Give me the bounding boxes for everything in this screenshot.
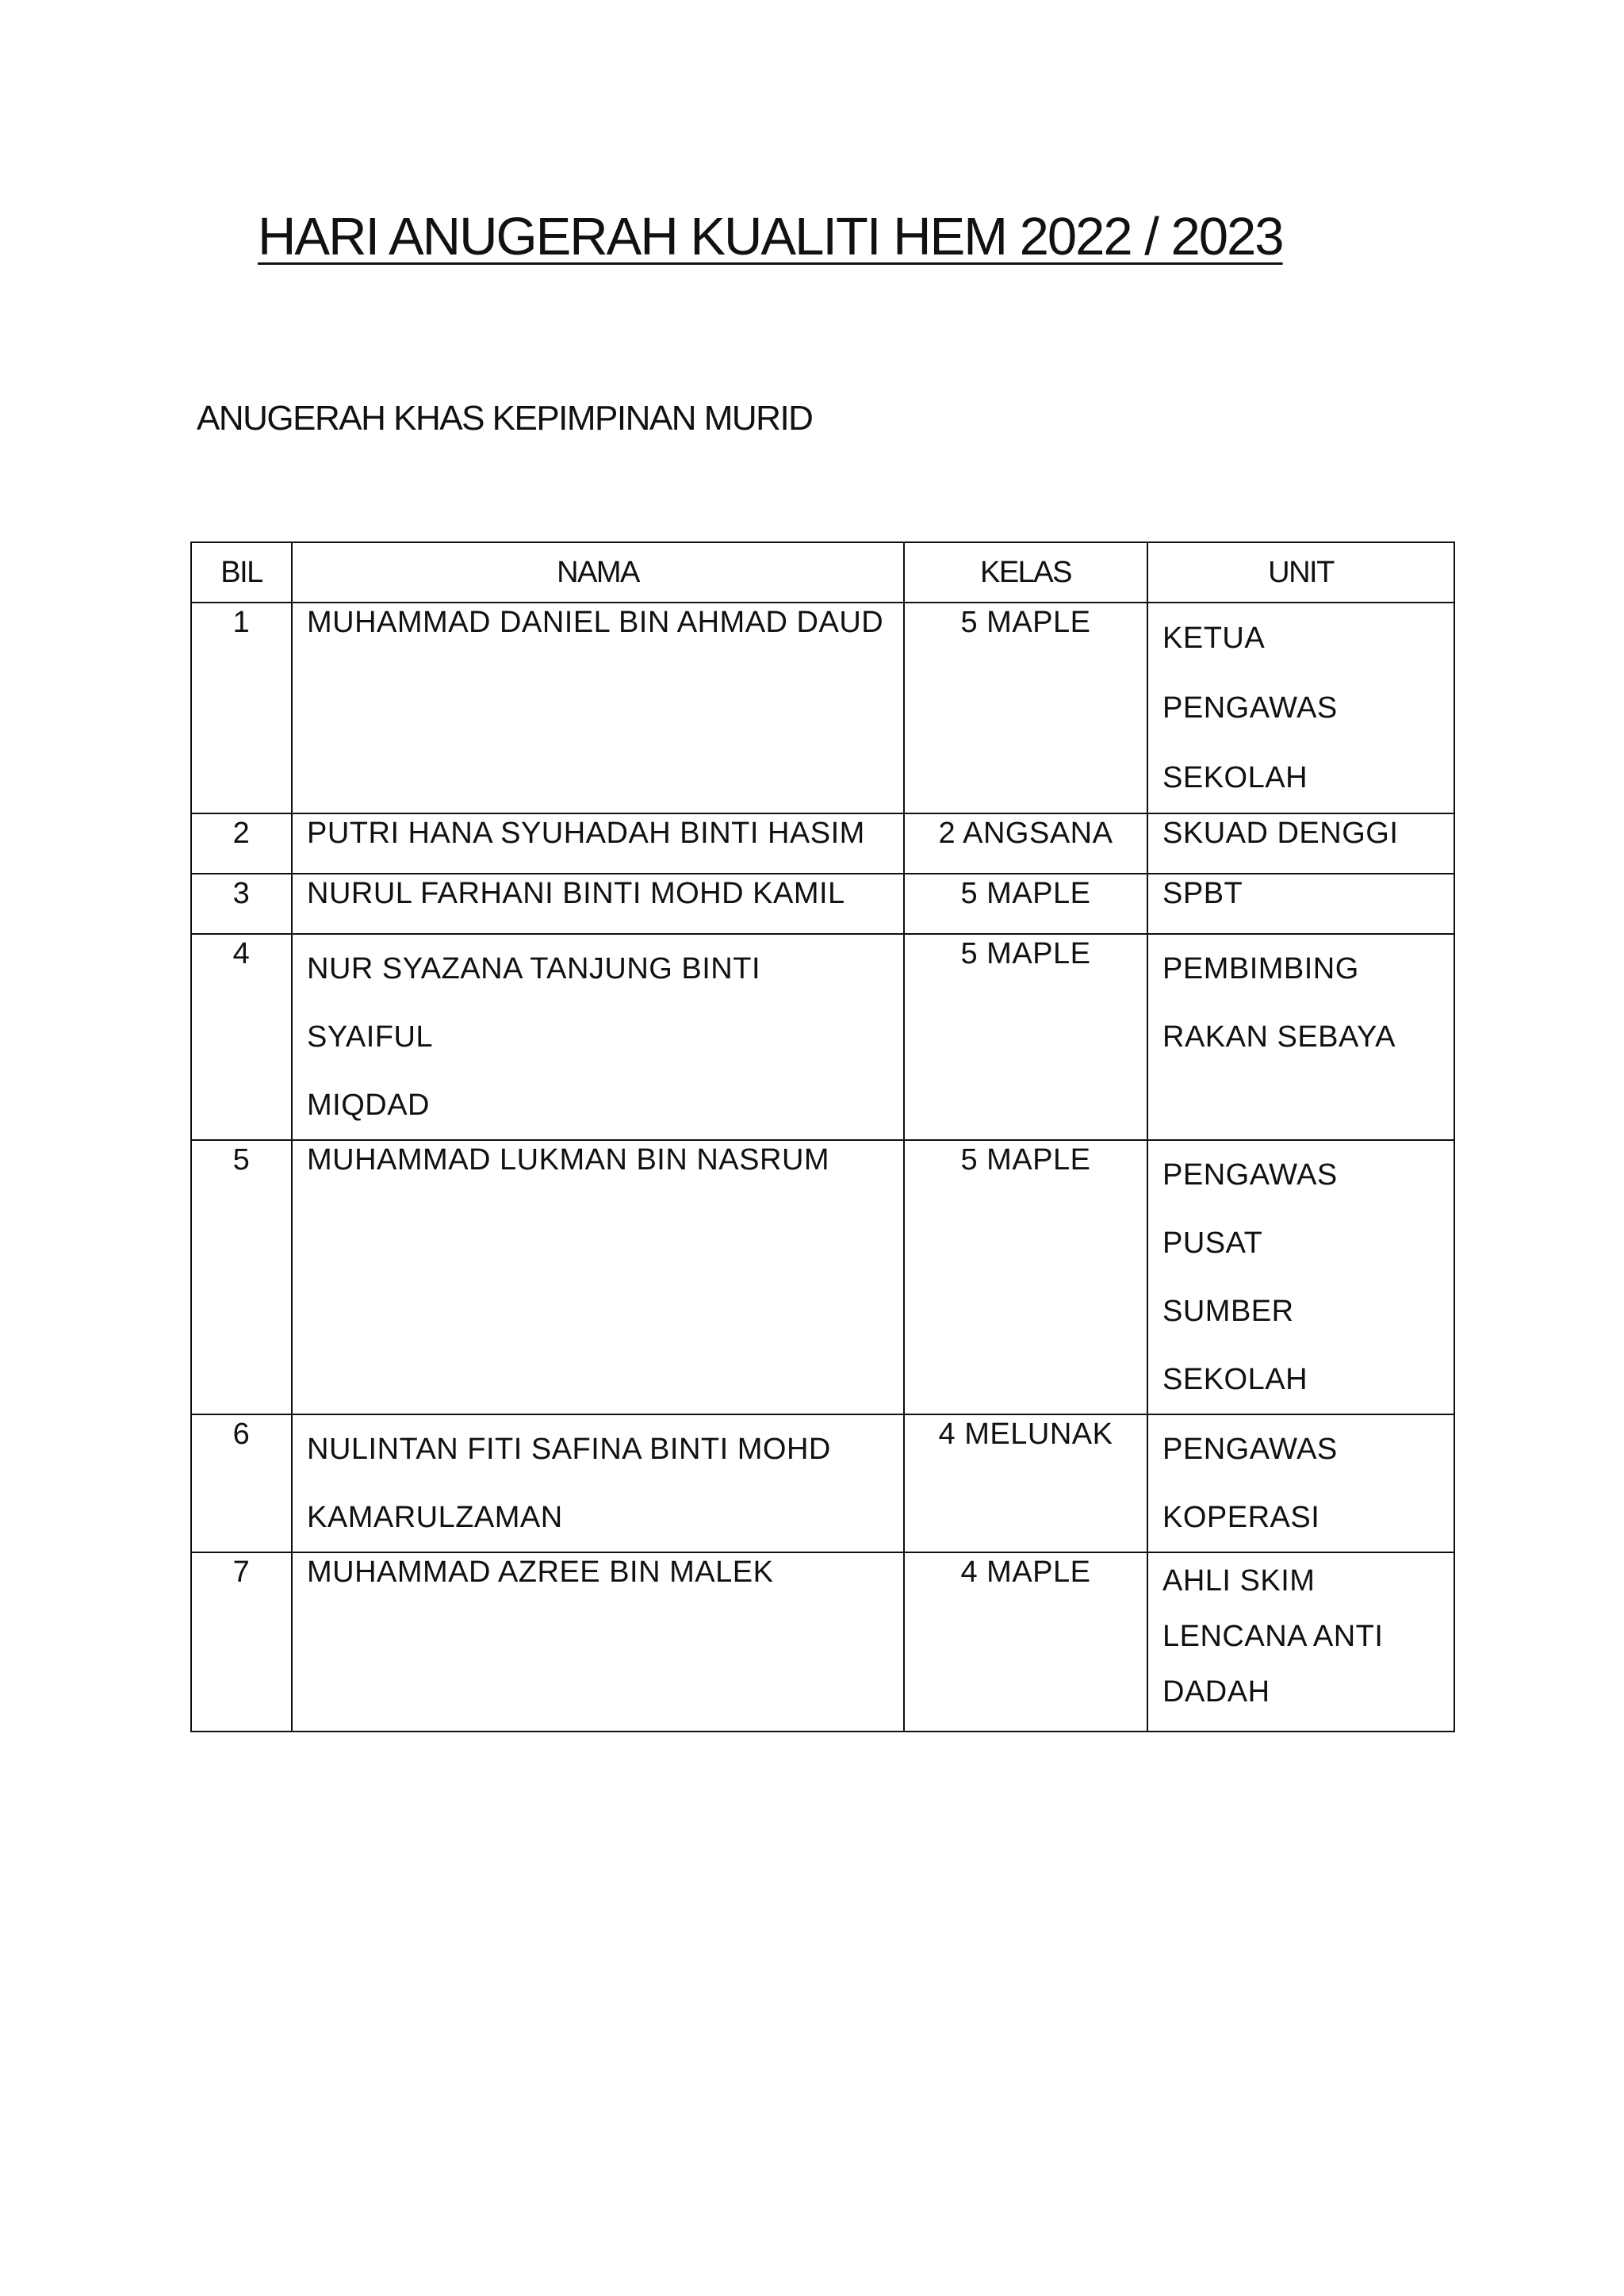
cell-bil: 2 [191, 813, 292, 874]
cell-nama: NUR SYAZANA TANJUNG BINTI SYAIFUL MIQDAD [292, 934, 904, 1140]
cell-nama: NULINTAN FITI SAFINA BINTI MOHD KAMARULZAMAN [292, 1414, 904, 1552]
table-header-row [191, 542, 1454, 603]
header-unit: UNIT [1147, 542, 1454, 603]
cell-kelas: 5 MAPLE [904, 1140, 1147, 1414]
cell-nama: MUHAMMAD LUKMAN BIN NASRUM [292, 1140, 904, 1414]
cell-unit: PEMBIMBING RAKAN SEBAYA [1147, 934, 1454, 1140]
cell-bil: 3 [191, 874, 292, 934]
table-row [191, 874, 1454, 934]
cell-nama: NURUL FARHANI BINTI MOHD KAMIL [292, 874, 904, 934]
page-title: HARI ANUGERAH KUALITI HEM 2022 / 2023 [258, 207, 1283, 266]
cell-kelas: 5 MAPLE [904, 874, 1147, 934]
cell-unit: PENGAWAS KOPERASI [1147, 1414, 1454, 1552]
table-row [191, 813, 1454, 874]
cell-kelas: 4 MAPLE [904, 1552, 1147, 1732]
section-heading: ANUGERAH KHAS KEPIMPINAN MURID [197, 399, 813, 438]
header-kelas: KELAS [904, 542, 1147, 603]
cell-unit: SKUAD DENGGI [1147, 813, 1454, 874]
cell-unit: SPBT [1147, 874, 1454, 934]
table-row [191, 1552, 1454, 1732]
header-bil: BIL [191, 542, 292, 603]
cell-unit: KETUA PENGAWAS SEKOLAH [1147, 603, 1454, 813]
cell-nama: MUHAMMAD DANIEL BIN AHMAD DAUD [292, 603, 904, 813]
cell-nama: MUHAMMAD AZREE BIN MALEK [292, 1552, 904, 1732]
cell-bil: 5 [191, 1140, 292, 1414]
header-nama: NAMA [292, 542, 904, 603]
table-row [191, 1414, 1454, 1552]
cell-kelas: 5 MAPLE [904, 603, 1147, 813]
table-row [191, 1140, 1454, 1414]
table-row [191, 603, 1454, 813]
cell-nama: PUTRI HANA SYUHADAH BINTI HASIM [292, 813, 904, 874]
cell-kelas: 4 MELUNAK [904, 1414, 1147, 1552]
award-table [190, 541, 1455, 1732]
cell-unit: AHLI SKIM LENCANA ANTI DADAH [1147, 1552, 1454, 1732]
cell-bil: 6 [191, 1414, 292, 1552]
cell-bil: 4 [191, 934, 292, 1140]
cell-kelas: 2 ANGSANA [904, 813, 1147, 874]
cell-bil: 7 [191, 1552, 292, 1732]
cell-kelas: 5 MAPLE [904, 934, 1147, 1140]
cell-unit: PENGAWAS PUSAT SUMBER SEKOLAH [1147, 1140, 1454, 1414]
cell-bil: 1 [191, 603, 292, 813]
table-row [191, 934, 1454, 1140]
